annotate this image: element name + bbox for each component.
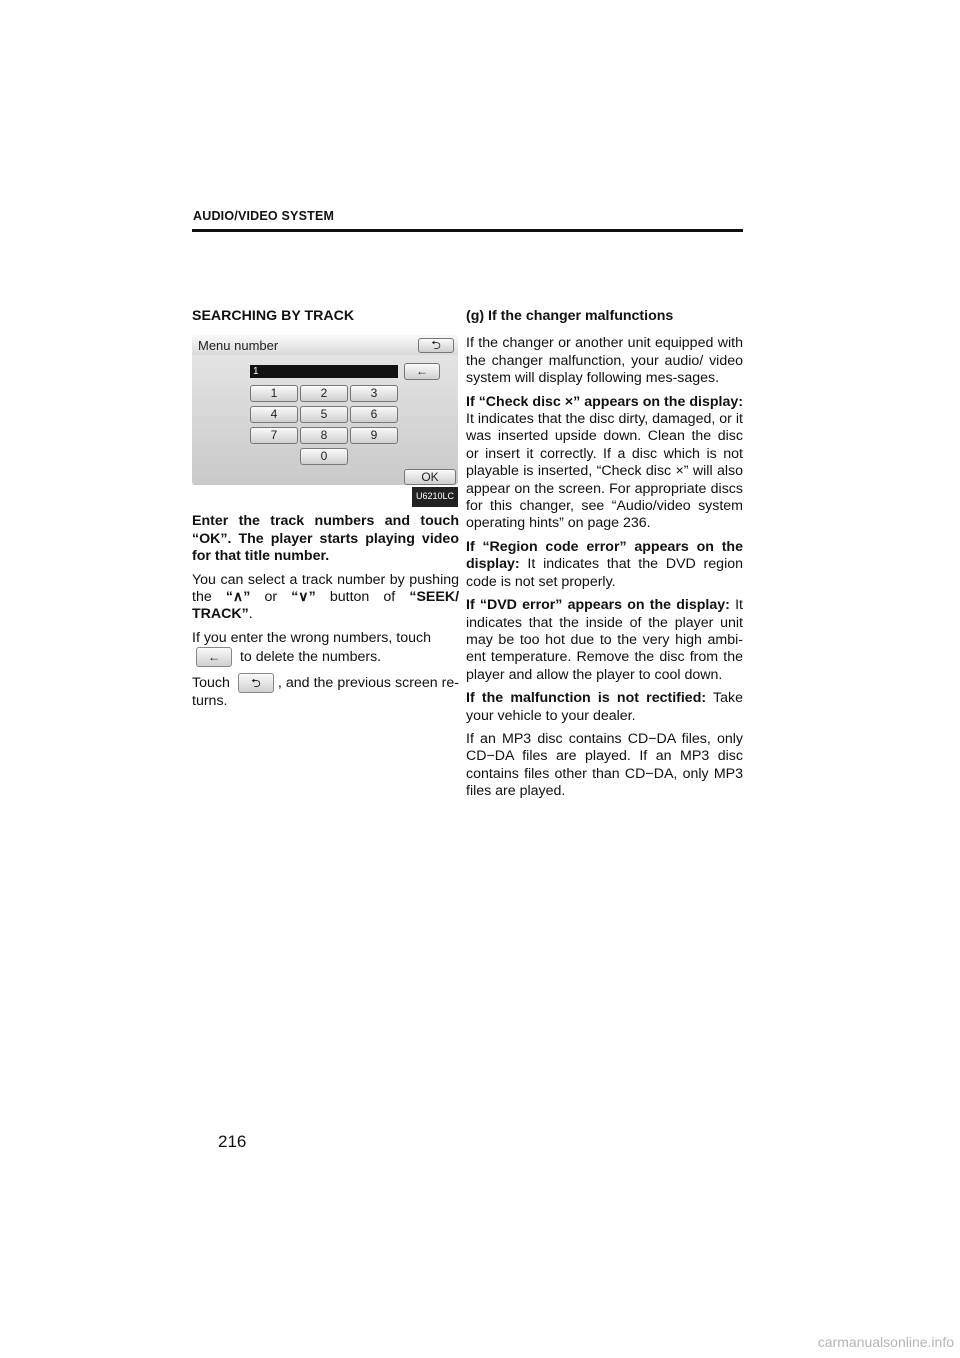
key-3[interactable]: 3 — [350, 385, 398, 402]
check-disc-message: If “Check disc ×” appears on the display: It indicates that the disc dirty, damaged, or it was inserted upside down. Clean the disc or insert it correctly. If a disc which is not playable is inserted, “Check disc ×” will also appear on the screen. For appropriate discs for this changer, see “Audio/video system operating hints” on page 236. — [466, 393, 743, 532]
key-8[interactable]: 8 — [300, 427, 348, 444]
running-header: AUDIO/VIDEO SYSTEM — [193, 209, 335, 223]
instruction-enter-track: Enter the track numbers and touch “OK”. The player starts playing video for that title number. — [192, 513, 459, 565]
backspace-arrow-icon: ← — [196, 647, 232, 667]
key-1[interactable]: 1 — [250, 385, 298, 402]
image-code-label: U6210LC — [412, 487, 458, 506]
key-0[interactable]: 0 — [300, 448, 348, 465]
left-column — [192, 308, 459, 717]
key-4[interactable]: 4 — [250, 406, 298, 423]
section-heading-changer-malfunctions: (g) If the changer malfunctions — [466, 308, 674, 324]
screen-title: Menu number — [198, 338, 279, 354]
delete-numbers-note: If you enter the wrong numbers, touch ← to delete the numbers. — [192, 630, 459, 667]
malfunction-intro: If the changer or another unit equipped with the changer malfunction, your audio/ video system will display following mes-sages. — [466, 335, 743, 387]
right-column — [466, 308, 743, 807]
seek-track-note: You can select a track number by pushing the “∧” or “∨” button of “SEEK/ TRACK”. — [192, 571, 460, 623]
key-7[interactable]: 7 — [250, 427, 298, 444]
key-5[interactable]: 5 — [300, 406, 348, 423]
not-rectified-message: If the malfunction is not rectified: Take your vehicle to your dealer. — [466, 690, 743, 724]
watermark: carmanualsonline.info — [817, 1334, 954, 1350]
key-6[interactable]: 6 — [350, 406, 398, 423]
track-number-entry: 1 — [250, 365, 398, 378]
backspace-arrow-icon[interactable]: ← — [404, 363, 440, 380]
mp3-note: If an MP3 disc contains CD−DA files, only CD−DA files are played. If an MP3 disc contains files other than CD−DA, only MP3 files are played. — [466, 730, 743, 800]
page-number: 216 — [218, 1132, 247, 1151]
region-code-message: If “Region code error” appears on the display: It indicates that the DVD region code is not set properly. — [466, 538, 743, 590]
return-arrow-icon[interactable]: ⮌ — [418, 338, 454, 353]
ok-button[interactable]: OK — [404, 469, 456, 485]
menu-number-screenshot — [192, 335, 458, 502]
key-9[interactable]: 9 — [350, 427, 398, 444]
screen-display — [192, 335, 458, 485]
section-heading-searching-by-track: SEARCHING BY TRACK — [192, 308, 355, 324]
header-rule — [192, 229, 743, 232]
dvd-error-message: If “DVD error” appears on the display: It indicates that the inside of the player unit may be too hot due to the very high ambi-ent temperature. Remove the disc from the player and allow the player to cool down. — [466, 597, 743, 683]
key-2[interactable]: 2 — [300, 385, 348, 402]
return-arrow-icon: ⮌ — [238, 673, 274, 693]
return-note: Touch ⮌ , and the previous screen re-turns. — [192, 675, 459, 710]
